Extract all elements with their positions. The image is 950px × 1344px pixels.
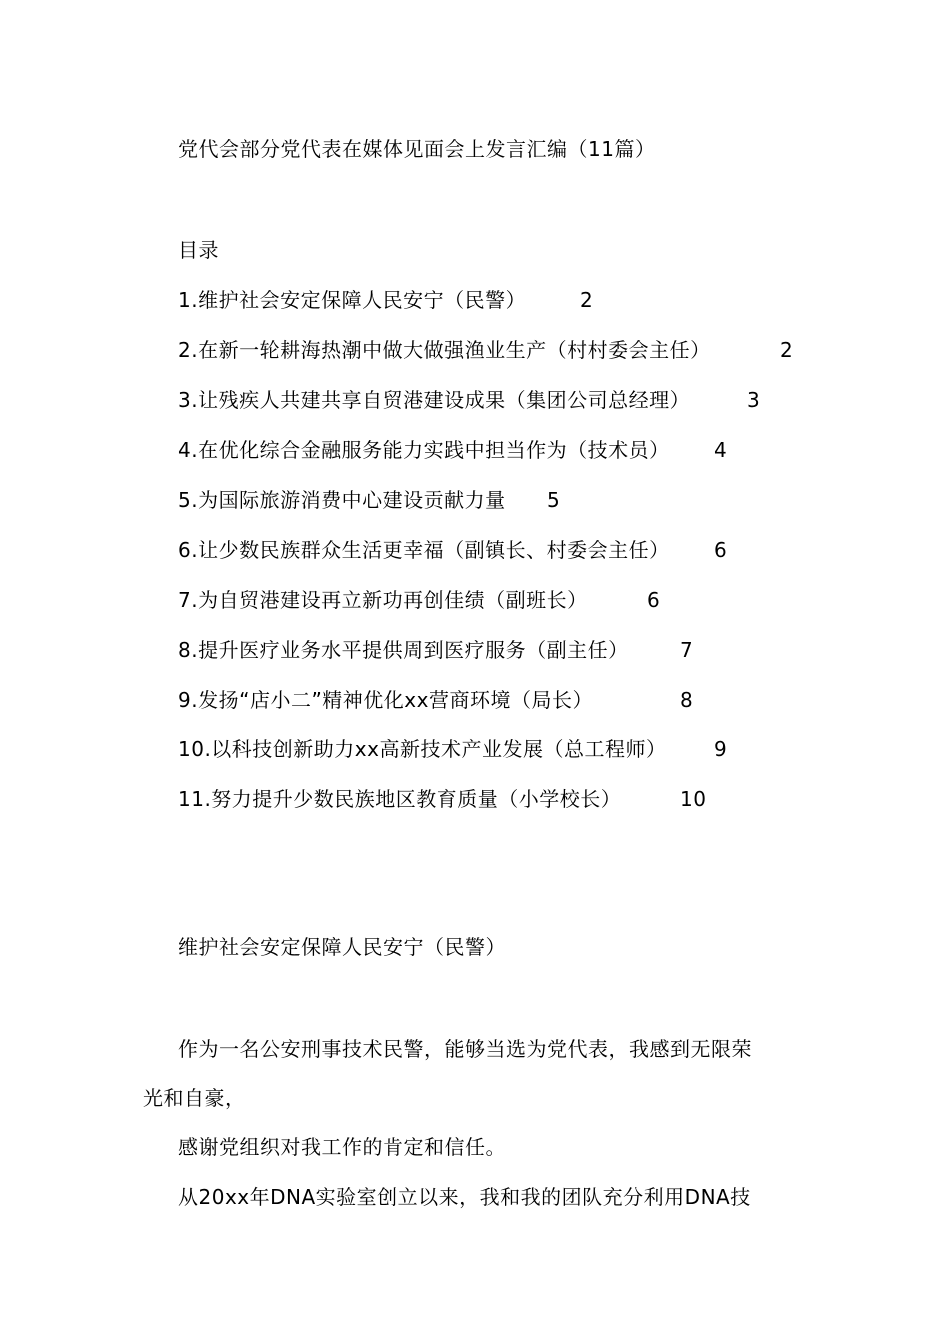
- toc-item-page: 9: [714, 737, 728, 761]
- toc-item-text: 1.维护社会安定保障人民安宁（民警）: [178, 288, 527, 312]
- toc-item-text: 9.发扬“店小二”精神优化xx营商环境（局长）: [178, 688, 593, 712]
- toc-item[interactable]: [178, 687, 593, 713]
- toc-item-text: 7.为自贸港建设再立新功再创佳绩（副班长）: [178, 588, 588, 612]
- paragraph-line: 作为一名公安刑事技术民警，能够当选为党代表，我感到无限荣: [178, 1037, 752, 1061]
- section-title: 维护社会安定保障人民安宁（民警）: [178, 935, 506, 959]
- toc-item-page: 4: [714, 438, 728, 462]
- toc-item-page: 6: [647, 588, 661, 612]
- toc-item-text: 3.让残疾人共建共享自贸港建设成果（集团公司总经理）: [178, 388, 691, 412]
- toc-item-page: 8: [680, 688, 694, 712]
- toc-item-page: 6: [714, 538, 728, 562]
- toc-item[interactable]: [178, 287, 526, 313]
- toc-item-text: 11.努力提升少数民族地区教育质量（小学校长）: [178, 787, 622, 811]
- paragraph-line: 光和自豪，: [143, 1086, 246, 1110]
- document-title: 党代会部分党代表在媒体见面会上发言汇编（11篇）: [178, 137, 656, 161]
- toc-item[interactable]: [178, 337, 711, 363]
- toc-item[interactable]: [178, 587, 588, 613]
- toc-item[interactable]: [178, 437, 670, 463]
- toc-item[interactable]: [178, 387, 690, 413]
- toc-item-text: 4.在优化综合金融服务能力实践中担当作为（技术员）: [178, 438, 670, 462]
- paragraph-line: 从20xx年DNA实验室创立以来，我和我的团队充分利用DNA技: [178, 1185, 751, 1209]
- toc-item-text: 2.在新一轮耕海热潮中做大做强渔业生产（村村委会主任）: [178, 338, 711, 362]
- toc-item-page: 7: [680, 638, 694, 662]
- toc-item-page: 3: [747, 388, 761, 412]
- toc-item-text: 8.提升医疗业务水平提供周到医疗服务（副主任）: [178, 638, 629, 662]
- toc-heading: 目录: [178, 238, 219, 262]
- toc-item[interactable]: [178, 736, 666, 762]
- toc-item[interactable]: [178, 537, 670, 563]
- toc-item-text: 10.以科技创新助力xx高新技术产业发展（总工程师）: [178, 737, 667, 761]
- toc-item-page: 10: [680, 787, 707, 811]
- toc-item[interactable]: [178, 637, 629, 663]
- toc-item-page: 2: [780, 338, 794, 362]
- toc-item-text: 5.为国际旅游消费中心建设贡献力量: [178, 488, 506, 512]
- toc-item-page: 2: [580, 288, 594, 312]
- toc-item-text: 6.让少数民族群众生活更幸福（副镇长、村委会主任）: [178, 538, 670, 562]
- toc-item[interactable]: [178, 487, 506, 513]
- toc-item-page: 5: [547, 488, 561, 512]
- toc-item[interactable]: [178, 786, 621, 812]
- paragraph-line: 感谢党组织对我工作的肯定和信任。: [178, 1135, 506, 1159]
